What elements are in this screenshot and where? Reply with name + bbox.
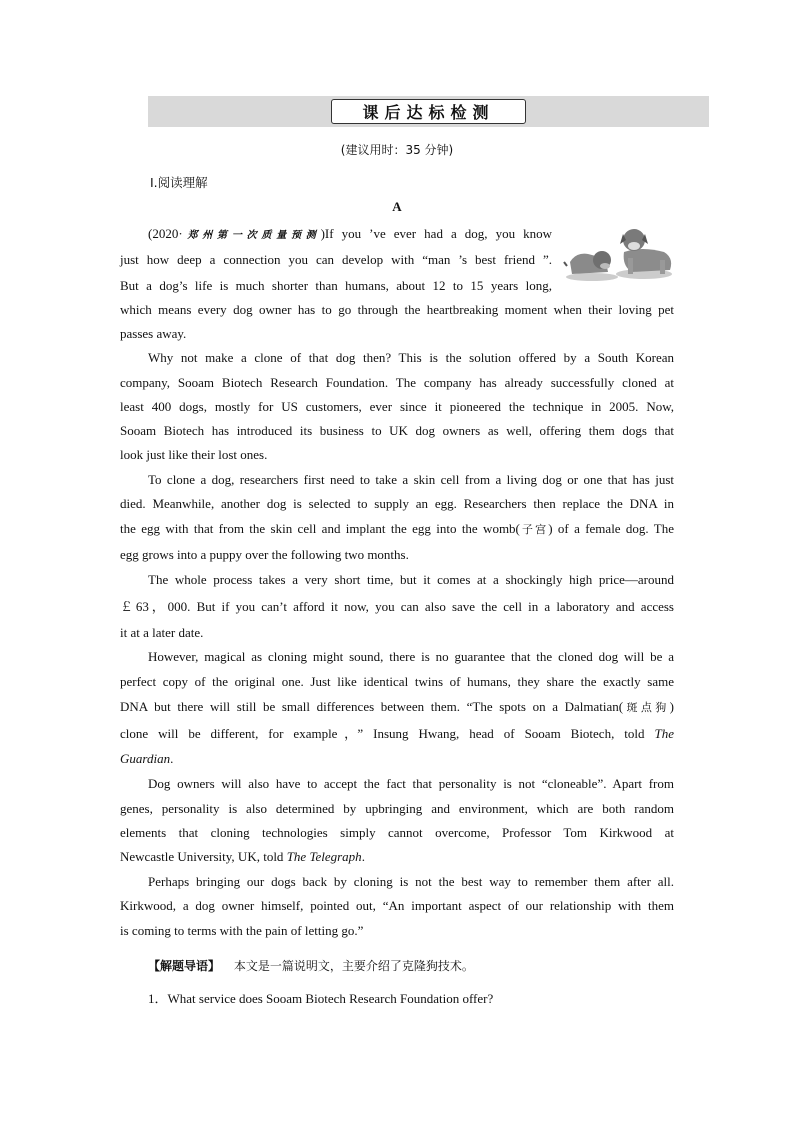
solution-guide: [148, 957, 474, 974]
passage-line: Kirkwood, a dog owner himself, pointed out, “An important aspect of our relationship with them: [120, 898, 674, 913]
passage-line: died. Meanwhile, another dog is selected to supply an egg. Researchers then replace the DNA in: [120, 496, 674, 511]
passage-line: genes, personality is also determined by upbringing and environment, which are both random: [120, 801, 674, 816]
passage-line: just how deep a connection you can develop with “man ’s best friend ”.: [120, 252, 552, 267]
guide-label: 【解题导语】: [148, 959, 221, 973]
passage-line: Perhaps bringing our dogs back by cloning is not the best way to remember them after all.: [148, 874, 674, 889]
passage-line: the egg with that from the skin cell and implant the egg into the womb(子宫) of a female dog. The: [120, 521, 675, 536]
passage-line: To clone a dog, researchers first need to take a skin cell from a living dog or one that has just: [148, 472, 674, 487]
passage-line: company, Sooam Biotech Research Foundation. The company has already successfully cloned at: [120, 375, 674, 390]
passage-line: ￡63，000. But if you can’t afford it now, you can also save the cell in a laboratory and access: [120, 599, 674, 614]
passage-line: (2020·郑州第一次质量预测)If you ’ve ever had a dog, you know: [148, 226, 553, 241]
passage-line: DNA but there will still be small differences between them. “The spots on a Dalmatian(斑点狗): [120, 699, 675, 714]
passage-line: which means every dog owner has to go through the heartbreaking moment when their loving pet: [120, 302, 674, 317]
passage-line: look just like their lost ones.: [120, 447, 268, 462]
passage-letter: A: [392, 199, 402, 214]
passage-line: passes away.: [120, 326, 187, 341]
passage-line: egg grows into a puppy over the following two months.: [120, 547, 409, 562]
passage-line: least 400 dogs, mostly for US customers, ever since it pioneered the technique in 2005. Now,: [120, 399, 674, 414]
passage-line: elements that cloning technologies simply cannot overcome, Professor Tom Kirkwood at: [120, 825, 674, 840]
passage-line: Dog owners will also have to accept the fact that personality is not “cloneable”. Apart from: [148, 776, 674, 791]
passage-line: is coming to terms with the pain of letting go.”: [120, 923, 364, 938]
question-number: 1．: [148, 991, 168, 1006]
passage-line: perfect copy of the original one. Just like identical twins of humans, they share the exactly same: [120, 674, 674, 689]
passage-line: However, magical as cloning might sound, there is no guarantee that the cloned dog will be a: [148, 649, 674, 664]
source-note: 郑州第一次质量预测: [182, 230, 321, 241]
question-text: What service does Sooam Biotech Research Foundation offer?: [167, 991, 494, 1006]
passage-line: Newcastle University, UK, told The Telegraph.: [120, 849, 365, 864]
passage-line: Why not make a clone of that dog then? This is the solution offered by a South Korean: [148, 350, 674, 365]
passage-line: Sooam Biotech has introduced its business to UK dog owners as well, offering them dogs that: [120, 423, 674, 438]
guide-text: 本文是一篇说明文，主要介绍了克隆狗技术。: [233, 959, 474, 973]
time-note: (建议用时：35 分钟): [340, 143, 454, 157]
header-banner: [148, 96, 709, 127]
section-title: Ⅰ.阅读理解: [150, 175, 208, 190]
passage-line: But a dog’s life is much shorter than humans, about 12 to 15 years long,: [120, 278, 552, 293]
passage-line: Guardian.: [120, 751, 174, 766]
dogs-image: [562, 222, 676, 284]
passage-line: it at a later date.: [120, 625, 204, 640]
banner-title: 课后达标检测: [331, 99, 526, 124]
passage-line: The whole process takes a very short time, but it comes at a shockingly high price—around: [148, 572, 674, 587]
passage-line: clone will be different, for example，” Insung Hwang, head of Sooam Biotech, told The: [120, 726, 675, 741]
question-item: [148, 988, 493, 1007]
